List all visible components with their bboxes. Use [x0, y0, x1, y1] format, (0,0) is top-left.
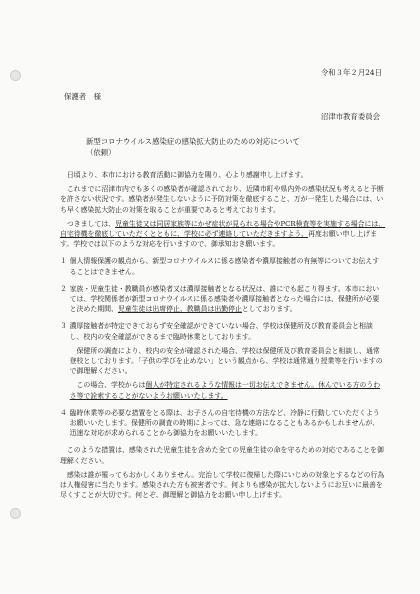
- intro-paragraph: 日頃より、本市における教育活動に御協力を賜り、心より感謝申し上げます。: [66, 171, 308, 179]
- underlined-request: 児童生徒又は同居家族等にかぜ症状が見られる場合やPCR検査等を実施する場合には、自宅待機を徹底していただくとともに、学校に必ず連絡していただきますよう、: [60, 219, 386, 239]
- list-item: [60, 408, 386, 439]
- document-title: [86, 136, 366, 158]
- item-text: 家族・児童生徒・教職員が感染者又は濃厚接触者となる状況は、誰にでも起こり得ます。本市においては、学校関係者が新型コロナウイルスに係る感染者や濃厚接触者となった場合には、保健所が必要と決めた期間、: [69, 284, 380, 314]
- item-number: ２: [60, 284, 67, 293]
- title-subline: （依頼）: [86, 148, 116, 157]
- underlined-text: 個人が特定されるような情報は一切お伝えできません。休んでいる方のうわさ等で詮索することがないようお願いいたします。: [69, 381, 381, 400]
- sub-paragraph: [60, 380, 386, 400]
- document-date: 令和３年２月24日: [320, 68, 382, 77]
- list-item: [60, 284, 386, 315]
- punch-hole: [10, 508, 21, 519]
- text-segment: 再度お願い申し上げます。学校では以下のような対応を行いますので、御承知おき願います。: [60, 230, 377, 249]
- document-body: [60, 170, 386, 504]
- recipient: 保護者 様: [64, 92, 101, 101]
- closing-paragraph: このような措置は、感染された児童生徒を含めた全ての児童生徒の命を守るための対応であることを御理解ください。: [60, 446, 384, 465]
- sender: 沼津市教育委員会: [320, 112, 380, 121]
- sub-paragraph: 保健所の調査により、校内の安全が確認された場合、学校は保健所及び教育委員会と相談し、通常登校としております。「子供の学びを止めない」という観点から、学校は通常通り授業等を行いますので御理解ください。: [69, 346, 383, 376]
- title-line: 新型コロナウイルス感染症の感染拡大防止のための対応について: [86, 137, 300, 146]
- item-text: 濃厚接触者が特定できておらず安全確認ができていない場合、学校は保健所及び教育委員会と相談し、校内の安全確認ができるまで臨時休業としております。: [69, 322, 373, 341]
- item-text: 臨時休業等の必要な措置をとる際は、お子さんの自宅待機の方法など、冷静に行動していただくようお願いいたします。保健所の調査の時期によっては、急な連絡になることもあるかもしれませんが、迅速な対応が求められることから御協力をお願いいたします。: [69, 408, 380, 438]
- item-text: 個人情報保護の観点から、新型コロナウイルスに係る感染者や濃厚接触者の有無等についてお伝えすることはできません。: [69, 257, 380, 276]
- punch-hole: [10, 70, 21, 81]
- item-number: １: [60, 257, 67, 266]
- item-text: としております。: [241, 305, 297, 314]
- list-item: [60, 256, 386, 276]
- text-segment: この場合、学校からは: [76, 381, 146, 390]
- intro-paragraph: これまでに沼津市内でも多くの感染者が確認されており、近隣市町や県内外の感染状況も考えると予断を許さない状況です。感染者が発生しないように予防対策を徹底すること、万が一発生した場合には、いち早く感染拡大防止の対策を取ることが重要であると考えております。: [60, 185, 384, 214]
- text-segment: つきましては、: [66, 219, 116, 228]
- closing-paragraph: 感染は誰が罹ってもおかしくありません。完治して学校に復帰した際にいじめの対象とするなどの行為は人権侵害に当たります。感染された方も被害者です。何よりも感染が拡大しないようにお互いに最善を尽くすことが大切です。何とぞ、御理解と御協力をお願い申し上げます。: [60, 470, 385, 500]
- list-item: [60, 321, 386, 341]
- item-number: ４: [60, 408, 67, 417]
- underlined-text: 児童生徒は出席停止、教職員は出勤停止: [117, 305, 242, 314]
- intro-request-paragraph: [60, 219, 386, 250]
- item-number: ３: [60, 322, 67, 331]
